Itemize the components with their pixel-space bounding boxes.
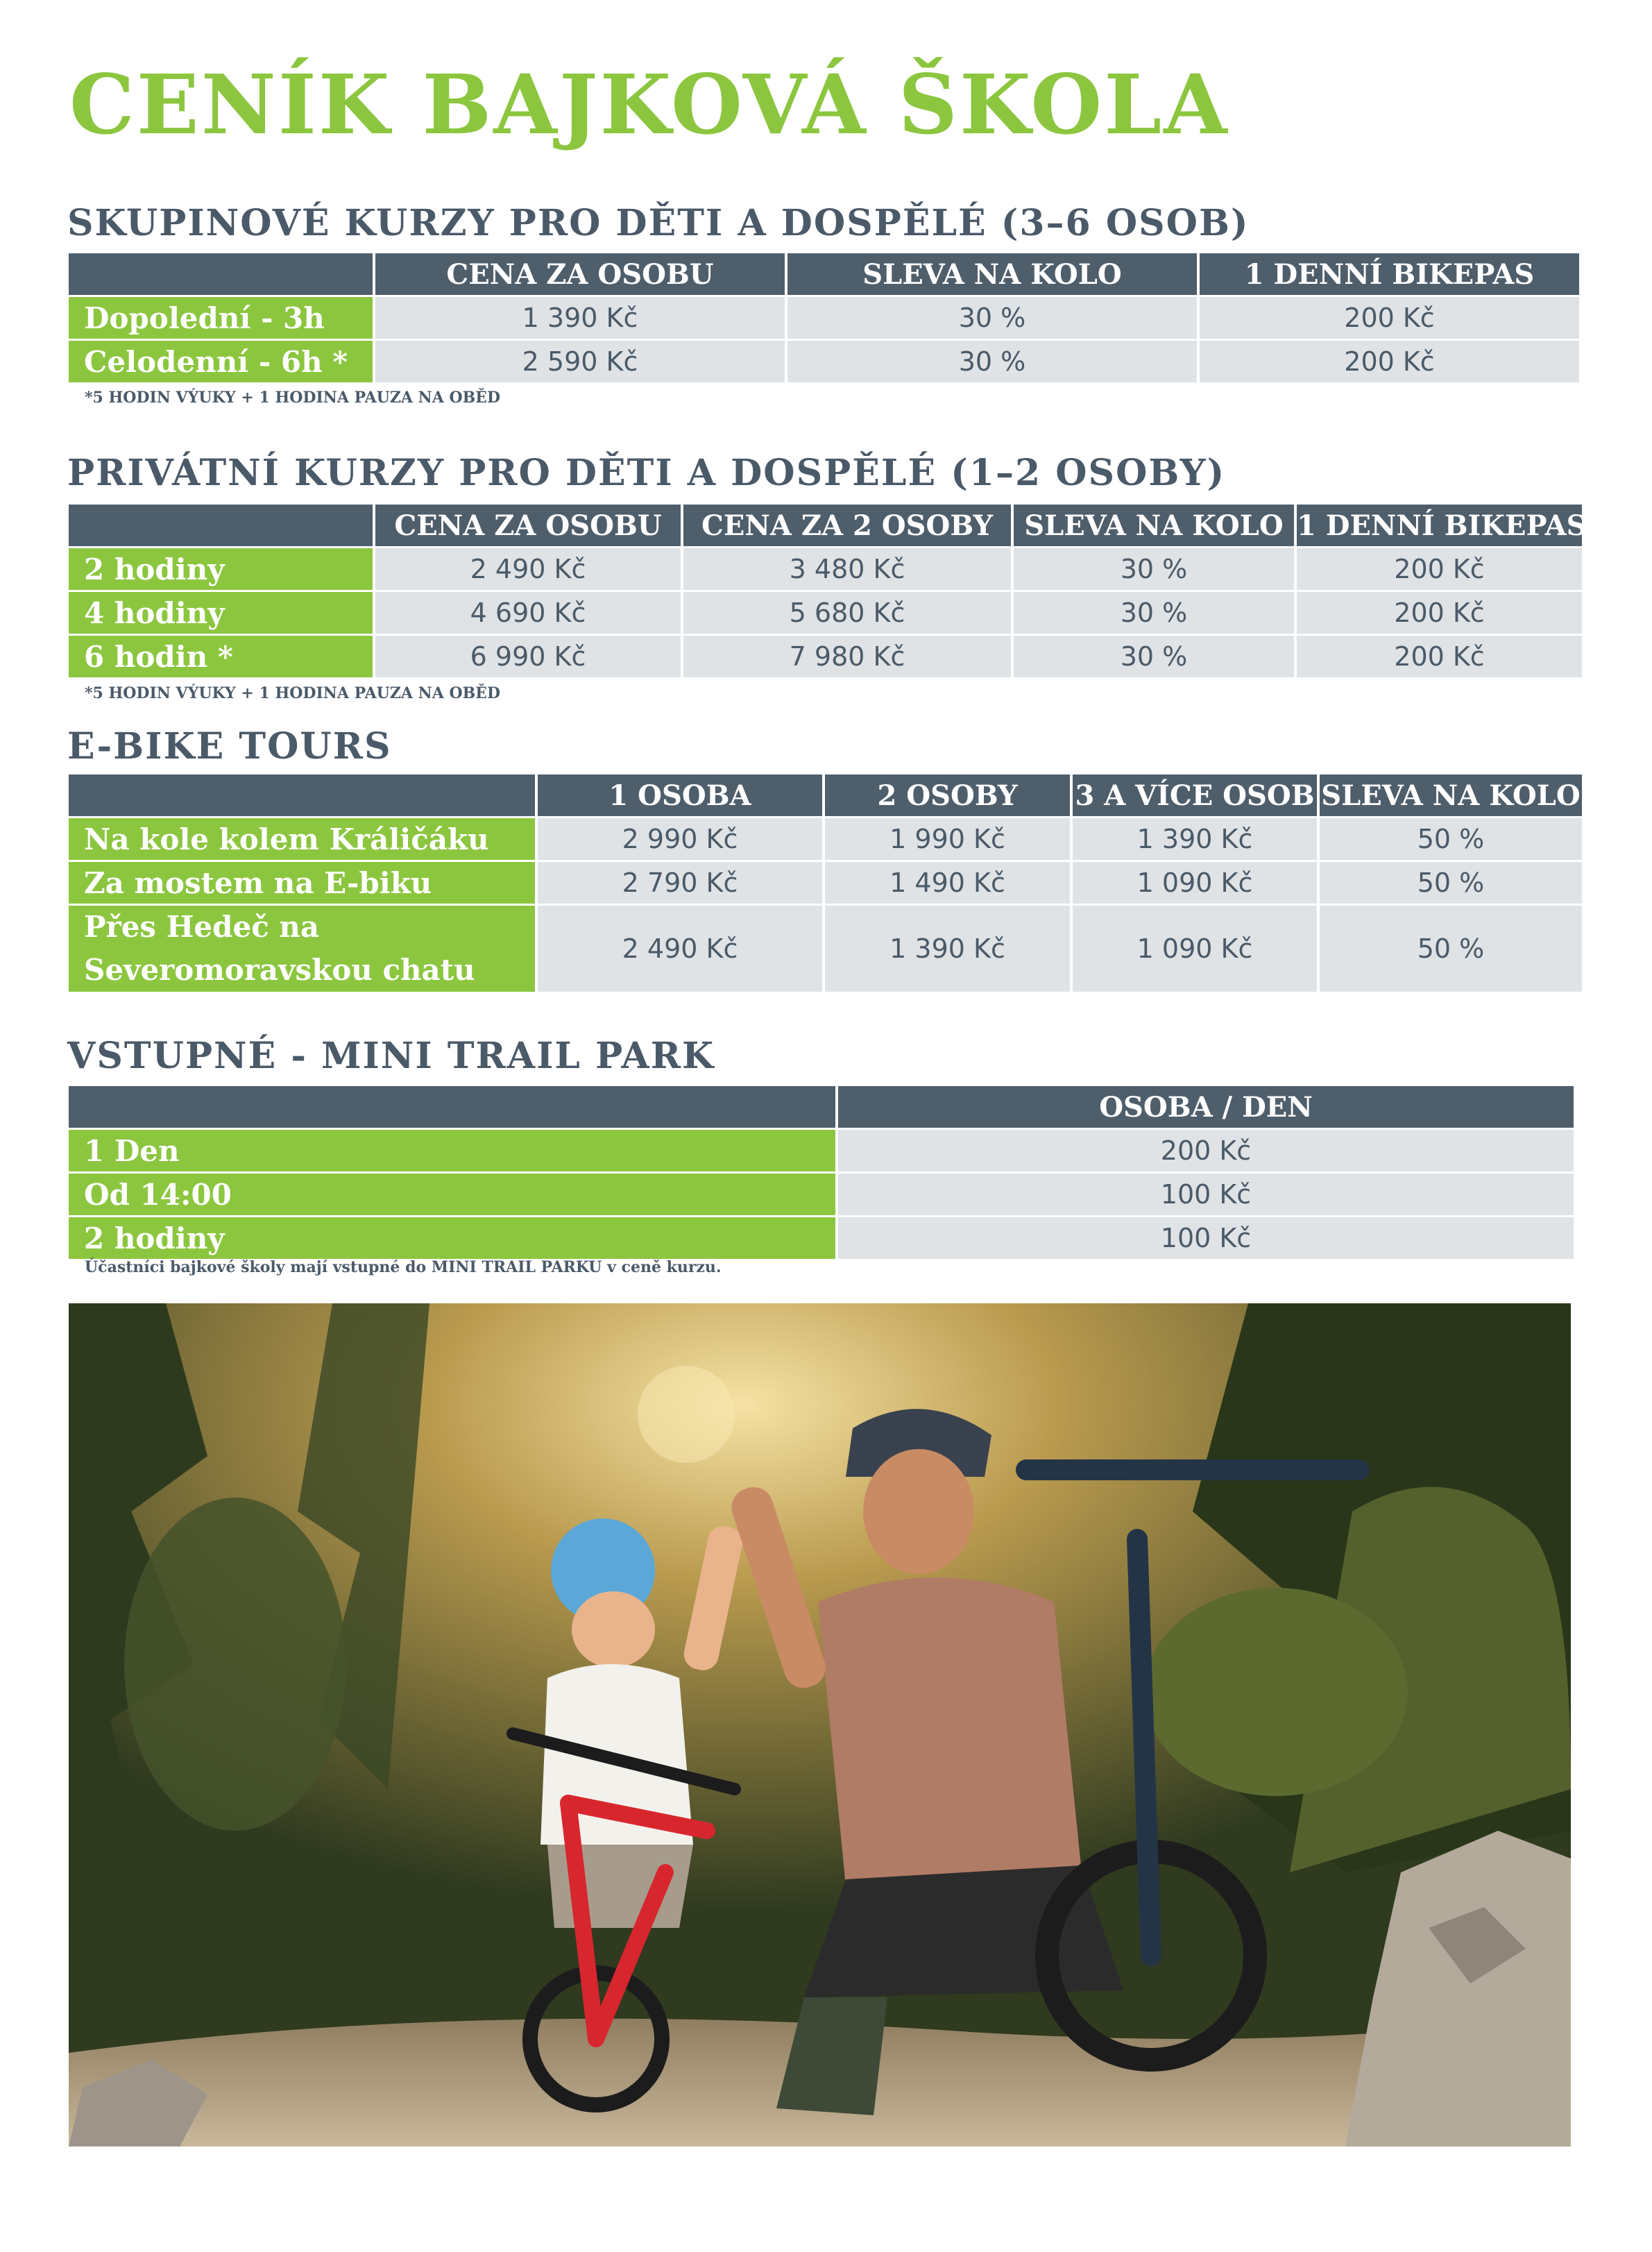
column-header: SLEVA NA KOLO <box>787 253 1197 295</box>
column-header <box>69 505 373 546</box>
photo-illustration <box>69 1303 1571 2147</box>
price-cell: 200 Kč <box>838 1130 1574 1171</box>
table-row <box>69 862 1582 904</box>
table-header-row <box>69 253 1579 295</box>
price-cell: 1 090 Kč <box>1073 906 1317 992</box>
row-label: 6 hodin * <box>69 636 373 677</box>
price-cell: 4 690 Kč <box>375 592 681 634</box>
page-title: CENÍK BAJKOVÁ ŠKOLA <box>69 56 1229 153</box>
row-label: 2 hodiny <box>69 548 373 590</box>
table-row <box>69 1174 1574 1215</box>
price-cell: 2 790 Kč <box>538 862 822 904</box>
row-label: 2 hodiny <box>69 1217 835 1259</box>
price-cell: 1 390 Kč <box>375 297 785 339</box>
price-cell: 1 090 Kč <box>1073 862 1317 904</box>
discount-cell: 30 % <box>787 341 1197 382</box>
bikepass-cell: 200 Kč <box>1297 548 1582 590</box>
column-header: 1 DENNÍ BIKEPAS <box>1200 253 1579 295</box>
row-label: Přes Hedeč na Severomoravskou chatu <box>69 906 535 992</box>
group-courses-table <box>66 251 1582 384</box>
group-courses-note: *5 HODIN VÝUKY + 1 HODINA PAUZA NA OBĚD <box>85 389 501 407</box>
price-cell: 100 Kč <box>838 1217 1574 1259</box>
column-header: CENA ZA OSOBU <box>375 253 785 295</box>
column-header: SLEVA NA KOLO <box>1014 505 1294 546</box>
price-cell: 2 990 Kč <box>538 818 822 860</box>
bikepass-cell: 200 Kč <box>1200 297 1579 339</box>
photo-father-child-high-five <box>69 1303 1571 2147</box>
bikepass-cell: 200 Kč <box>1297 592 1582 634</box>
column-header: 2 OSOBY <box>825 774 1070 816</box>
table-row <box>69 341 1579 382</box>
price-cell: 5 680 Kč <box>683 592 1011 634</box>
ebike-tours-title: E-BIKE TOURS <box>67 725 392 768</box>
column-header: CENA ZA 2 OSOBY <box>683 505 1011 546</box>
table-row <box>69 297 1579 339</box>
table-row <box>69 1130 1574 1171</box>
price-cell: 1 390 Kč <box>825 906 1070 992</box>
price-cell: 100 Kč <box>838 1174 1574 1215</box>
price-cell: 2 490 Kč <box>538 906 822 992</box>
column-header: SLEVA NA KOLO <box>1320 774 1582 816</box>
table-header-row <box>69 774 1582 816</box>
discount-cell: 30 % <box>1014 548 1294 590</box>
price-cell: 2 490 Kč <box>375 548 681 590</box>
trail-park-table <box>66 1084 1576 1261</box>
column-header: 1 OSOBA <box>538 774 822 816</box>
discount-cell: 30 % <box>787 297 1197 339</box>
row-label: Celodenní - 6h * <box>69 341 373 382</box>
column-header: 1 DENNÍ BIKEPAS <box>1297 505 1582 546</box>
price-cell: 6 990 Kč <box>375 636 681 677</box>
column-header: CENA ZA OSOBU <box>375 505 681 546</box>
discount-cell: 50 % <box>1320 818 1582 860</box>
table-row <box>69 818 1582 860</box>
column-header <box>69 1086 835 1128</box>
private-courses-table <box>66 502 1585 679</box>
row-label: Od 14:00 <box>69 1174 835 1215</box>
price-cell: 7 980 Kč <box>683 636 1011 677</box>
price-cell: 1 990 Kč <box>825 818 1070 860</box>
discount-cell: 30 % <box>1014 636 1294 677</box>
price-cell: 3 480 Kč <box>683 548 1011 590</box>
table-header-row <box>69 1086 1574 1128</box>
price-cell: 2 590 Kč <box>375 341 785 382</box>
table-row <box>69 592 1582 634</box>
table-row <box>69 636 1582 677</box>
group-courses-title: SKUPINOVÉ KURZY PRO DĚTI A DOSPĚLÉ (3–6 OSOB) <box>67 202 1250 244</box>
row-label: Za mostem na E-biku <box>69 862 535 904</box>
table-row <box>69 906 1582 992</box>
bikepass-cell: 200 Kč <box>1200 341 1579 382</box>
price-cell: 1 390 Kč <box>1073 818 1317 860</box>
discount-cell: 50 % <box>1320 862 1582 904</box>
column-header <box>69 253 373 295</box>
trail-park-title: VSTUPNÉ - MINI TRAIL PARK <box>67 1035 715 1077</box>
column-header: 3 A VÍCE OSOB <box>1073 774 1317 816</box>
table-header-row <box>69 505 1582 546</box>
row-label: Dopolední - 3h <box>69 297 373 339</box>
trail-park-note: Účastníci bajkové školy mají vstupné do MINI TRAIL PARKU v ceně kurzu. <box>85 1258 722 1276</box>
column-header: OSOBA / DEN <box>838 1086 1574 1128</box>
table-row <box>69 1217 1574 1259</box>
private-courses-title: PRIVÁTNÍ KURZY PRO DĚTI A DOSPĚLÉ (1–2 OSOBY) <box>67 452 1226 494</box>
table-row <box>69 548 1582 590</box>
ebike-tours-table <box>66 772 1585 994</box>
discount-cell: 50 % <box>1320 906 1582 992</box>
column-header <box>69 774 535 816</box>
row-label: 1 Den <box>69 1130 835 1171</box>
private-courses-note: *5 HODIN VÝUKY + 1 HODINA PAUZA NA OBĚD <box>85 684 501 702</box>
row-label: 4 hodiny <box>69 592 373 634</box>
discount-cell: 30 % <box>1014 592 1294 634</box>
row-label: Na kole kolem Králičáku <box>69 818 535 860</box>
bikepass-cell: 200 Kč <box>1297 636 1582 677</box>
price-cell: 1 490 Kč <box>825 862 1070 904</box>
